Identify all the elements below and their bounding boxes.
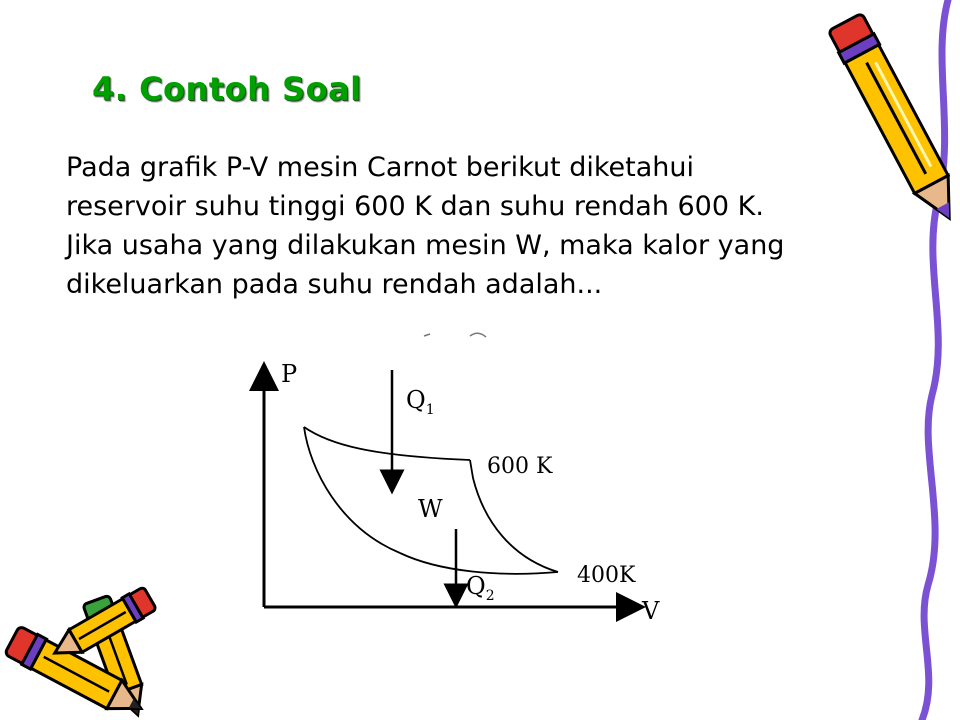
- problem-line: Jika usaha yang dilakukan mesin W, maka kalor yang: [66, 230, 785, 261]
- v-axis-label: V: [642, 597, 660, 625]
- problem-line: dikeluarkan pada suhu rendah adalah...: [66, 269, 603, 300]
- q1-label: $Q_1$: [406, 386, 435, 418]
- q2-label: $Q_2$: [466, 572, 495, 604]
- problem-line: reservoir suhu tinggi 600 K dan suhu rendah 600 K.: [66, 191, 764, 222]
- work-label: W: [418, 495, 443, 523]
- decorative-ribbon: [922, 0, 948, 720]
- isotherm-low-label: 400K: [577, 563, 636, 588]
- slide-title: 4. Contoh Soal: [92, 70, 362, 108]
- problem-line: Pada grafik P-V mesin Carnot berikut diketahui: [66, 152, 695, 183]
- p-axis-label: P: [281, 360, 298, 388]
- isotherm-high-label: 600 K: [487, 454, 553, 479]
